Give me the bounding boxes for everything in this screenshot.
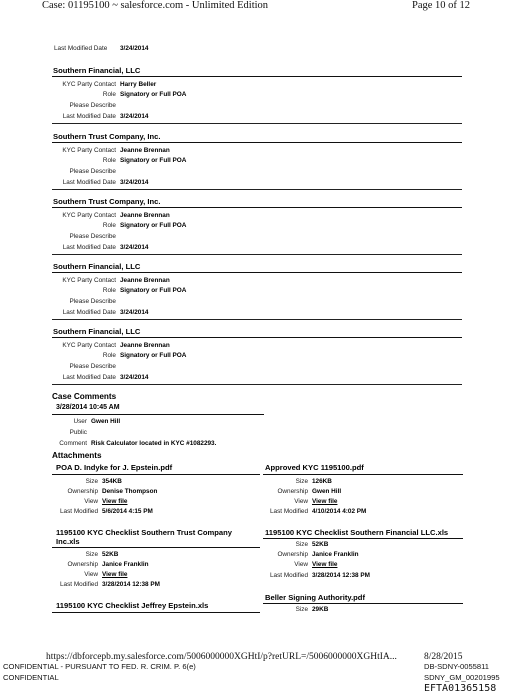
attachment-view-link[interactable]: View file: [102, 571, 128, 578]
attachment-owner-label: Ownership: [67, 561, 98, 568]
kyc-role-value: Signatory or Full POA: [120, 352, 187, 359]
attachment-rule: [52, 612, 260, 613]
kyc-modified-value: 3/24/2014: [120, 179, 149, 186]
footer-bates-db: DB-SDNY-0055811: [424, 662, 490, 671]
attachment-owner-label: Ownership: [277, 488, 308, 495]
kyc-role-value: Signatory or Full POA: [120, 157, 187, 164]
kyc-describe-label: Please Describe: [69, 298, 116, 305]
kyc-contact-value: Jeanne Brennan: [120, 342, 170, 349]
attachment-name-continued[interactable]: Inc.xls: [56, 537, 80, 546]
attachment-rule: [52, 547, 260, 548]
attachment-size-label: Size: [295, 478, 308, 485]
attachment-view-link[interactable]: View file: [102, 498, 128, 505]
attachment-owner-label: Ownership: [277, 551, 308, 558]
footer-url[interactable]: https://dbforcepb.my.salesforce.com/5006000000XGHtI/p?retURL=/5006000000XGHtIA...: [46, 652, 397, 662]
attachment-modified-label: Last Modified: [269, 508, 308, 515]
kyc-contact-value: Jeanne Brennan: [120, 277, 170, 284]
kyc-describe-label: Please Describe: [69, 168, 116, 175]
kyc-role-label: Role: [102, 222, 116, 229]
attachment-owner: Janice Franklin: [312, 551, 359, 558]
kyc-contact-label: KYC Party Contact: [62, 277, 116, 284]
kyc-modified-value: 3/24/2014: [120, 244, 149, 251]
kyc-party-bottom-rule: [52, 123, 462, 124]
case-comment-user: Gwen Hill: [91, 418, 121, 425]
kyc-role-value: Signatory or Full POA: [120, 222, 187, 229]
kyc-party-rule: [52, 207, 462, 208]
kyc-modified-value: 3/24/2014: [120, 309, 149, 316]
kyc-party-bottom-rule: [52, 384, 462, 385]
attachments-heading: Attachments: [52, 451, 102, 460]
footer-confidential-fed: CONFIDENTIAL - PURSUANT TO FED. R. CRIM. P. 6(e): [3, 662, 196, 671]
kyc-modified-label: Last Modified Date: [62, 244, 116, 251]
kyc-role-label: Role: [102, 157, 116, 164]
case-comments-heading: Case Comments: [52, 392, 117, 401]
attachment-view-label: View: [294, 498, 308, 505]
kyc-role-label: Role: [102, 352, 116, 359]
case-comment-rule: [52, 414, 264, 415]
attachment-size: 29KB: [312, 606, 329, 613]
kyc-describe-label: Please Describe: [69, 363, 116, 370]
case-comment-text: Risk Calculator located in KYC #1082293.: [91, 440, 217, 447]
kyc-contact-value: Jeanne Brennan: [120, 147, 170, 154]
attachment-rule: [263, 474, 463, 475]
kyc-role-value: Signatory or Full POA: [120, 287, 187, 294]
attachment-name[interactable]: 1195100 KYC Checklist Southern Trust Company: [56, 528, 232, 537]
kyc-party-name: Southern Financial, LLC: [53, 327, 141, 336]
attachment-view-label: View: [84, 571, 98, 578]
attachment-name[interactable]: Beller Signing Authority.pdf: [265, 593, 365, 602]
attachment-owner: Gwen Hill: [312, 488, 342, 495]
attachment-modified: 5/6/2014 4:15 PM: [102, 508, 153, 515]
footer-efta-number: EFTA01365158: [424, 683, 497, 694]
top-last-modified-value: 3/24/2014: [120, 45, 149, 52]
footer-bates-sdny: SDNY_GM_00201995: [424, 673, 500, 682]
attachment-modified-label: Last Modified: [269, 572, 308, 579]
kyc-contact-label: KYC Party Contact: [62, 212, 116, 219]
attachment-size: 52KB: [102, 551, 119, 558]
attachment-name[interactable]: Approved KYC 1195100.pdf: [265, 463, 364, 472]
kyc-describe-label: Please Describe: [69, 233, 116, 240]
case-comment-public-label: Public: [69, 429, 87, 436]
kyc-modified-value: 3/24/2014: [120, 374, 149, 381]
kyc-modified-label: Last Modified Date: [62, 309, 116, 316]
attachment-size-label: Size: [295, 541, 308, 548]
page-header-number: Page 10 of 12: [412, 0, 471, 11]
attachment-view-link[interactable]: View file: [312, 498, 338, 505]
attachment-modified-label: Last Modified: [59, 508, 98, 515]
attachment-owner: Denise Thompson: [102, 488, 158, 495]
kyc-contact-value: Jeanne Brennan: [120, 212, 170, 219]
attachment-name[interactable]: 1195100 KYC Checklist Jeffrey Epstein.xls: [56, 601, 209, 610]
kyc-contact-label: KYC Party Contact: [62, 147, 116, 154]
attachment-rule: [263, 603, 463, 604]
attachment-size: 52KB: [312, 541, 329, 548]
top-last-modified-label: Last Modified Date: [54, 45, 108, 52]
attachment-owner: Janice Franklin: [102, 561, 149, 568]
attachment-size-label: Size: [85, 478, 98, 485]
kyc-role-label: Role: [102, 91, 116, 98]
attachment-size: 126KB: [312, 478, 332, 485]
attachment-view-label: View: [294, 561, 308, 568]
attachment-view-link[interactable]: View file: [312, 561, 338, 568]
kyc-modified-label: Last Modified Date: [62, 179, 116, 186]
kyc-contact-label: KYC Party Contact: [62, 81, 116, 88]
kyc-describe-label: Please Describe: [69, 102, 116, 109]
kyc-party-name: Southern Trust Company, Inc.: [53, 197, 161, 206]
kyc-party-bottom-rule: [52, 254, 462, 255]
attachment-size-label: Size: [85, 551, 98, 558]
attachment-owner-label: Ownership: [67, 488, 98, 495]
attachment-rule: [263, 538, 463, 539]
kyc-modified-value: 3/24/2014: [120, 113, 149, 120]
attachment-name[interactable]: 1195100 KYC Checklist Southern Financial LLC.xls: [265, 528, 449, 537]
footer-confidential: CONFIDENTIAL: [3, 673, 59, 682]
footer-date: 8/28/2015: [424, 652, 463, 662]
attachment-modified: 3/28/2014 12:38 PM: [102, 581, 160, 588]
kyc-party-bottom-rule: [52, 189, 462, 190]
kyc-modified-label: Last Modified Date: [62, 113, 116, 120]
case-comment-comment-label: Comment: [59, 440, 87, 447]
kyc-party-name: Southern Financial, LLC: [53, 262, 141, 271]
kyc-contact-label: KYC Party Contact: [62, 342, 116, 349]
attachment-view-label: View: [84, 498, 98, 505]
attachment-size: 354KB: [102, 478, 122, 485]
kyc-party-rule: [52, 272, 462, 273]
kyc-party-rule: [52, 142, 462, 143]
page-header-case: Case: 01195100 ~ salesforce.com - Unlimited Edition: [42, 0, 269, 11]
kyc-role-label: Role: [102, 287, 116, 294]
kyc-role-value: Signatory or Full POA: [120, 91, 187, 98]
kyc-contact-value: Harry Beller: [120, 81, 157, 88]
case-comment-date: 3/28/2014 10:45 AM: [56, 404, 120, 411]
kyc-party-rule: [52, 337, 462, 338]
attachment-modified: 3/28/2014 12:38 PM: [312, 572, 370, 579]
attachment-modified-label: Last Modified: [59, 581, 98, 588]
kyc-party-name: Southern Trust Company, Inc.: [53, 132, 161, 141]
attachment-size-label: Size: [295, 606, 308, 613]
attachment-rule: [52, 474, 260, 475]
attachment-modified: 4/10/2014 4:02 PM: [312, 508, 367, 515]
kyc-modified-label: Last Modified Date: [62, 374, 116, 381]
case-comment-user-label: User: [73, 418, 87, 425]
attachment-name[interactable]: POA D. Indyke for J. Epstein.pdf: [56, 463, 173, 472]
kyc-party-bottom-rule: [52, 319, 462, 320]
kyc-party-name: Southern Financial, LLC: [53, 66, 141, 75]
kyc-party-rule: [52, 76, 462, 77]
